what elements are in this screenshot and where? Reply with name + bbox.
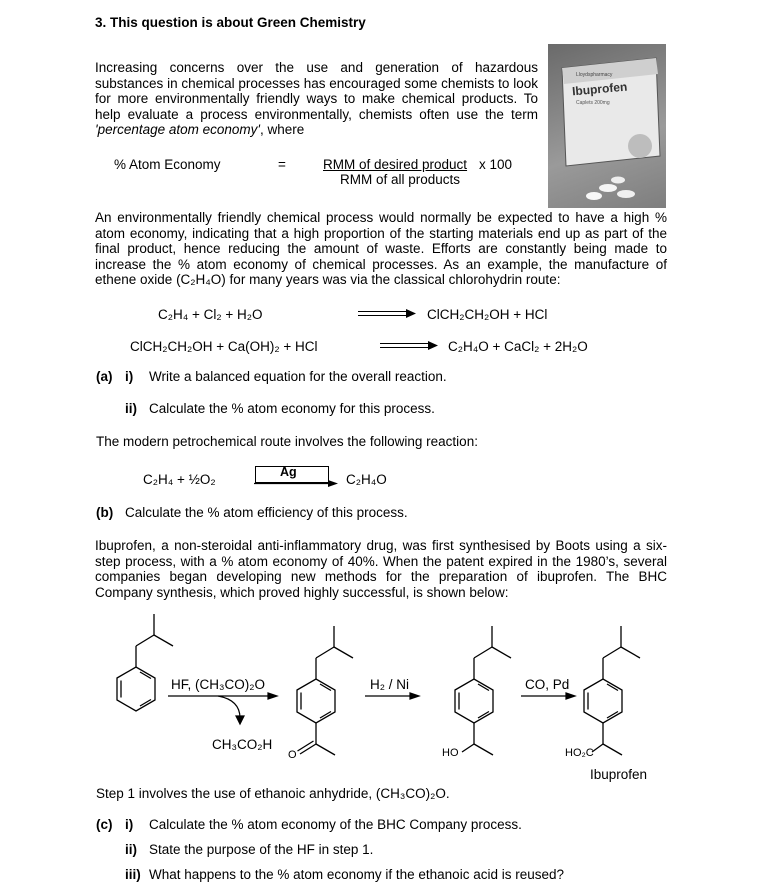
reaction3-arrow xyxy=(254,480,338,490)
reaction2-products: C₂H₄O + CaCl₂ + 2H₂O xyxy=(448,339,588,354)
reaction3-reactants: C₂H₄ + ½O₂ xyxy=(143,472,216,487)
question-a-i-label: i) xyxy=(125,369,134,384)
intro-end: , where xyxy=(260,122,305,137)
question-c-i-text: Calculate the % atom economy of the BHC Company process. xyxy=(149,817,522,832)
formula-lhs: % Atom Economy xyxy=(114,157,221,172)
acid-group-label: HO₂C xyxy=(565,747,594,759)
synthesis-scheme xyxy=(0,600,757,790)
formula-equals: = xyxy=(278,157,286,172)
question-c-iii-label: iii) xyxy=(125,867,141,882)
ibuprofen-box-graphic xyxy=(548,44,666,208)
reaction1-products: ClCH₂CH₂OH + HCl xyxy=(427,307,548,322)
reaction3-product: C₂H₄O xyxy=(346,472,387,487)
question-a-ii-text: Calculate the % atom economy for this process. xyxy=(149,401,435,416)
question-a-ii-label: ii) xyxy=(125,401,137,416)
molecule-ibuprofen xyxy=(584,626,640,755)
product-name-label: Ibuprofen xyxy=(590,767,648,782)
paragraph-chlorohydrin: An environmentally friendly chemical process would normally be expected to have a high % atom economy, indicating that a high proportion of the starting materials end up as part of the final product, hence reducing the amount of waste. Efforts are constantly being made to increase the % atom economy of chemical processes. As an example, the manufacture of ethene oxide (C₂H₄O) for many years was via the classical chlorohydrin route: xyxy=(95,210,667,287)
alcohol-oh-label: HO xyxy=(442,747,459,759)
reaction-arrows xyxy=(168,693,575,724)
box-name: Ibuprofen xyxy=(571,79,628,99)
reagent-3-label: CO, Pd xyxy=(525,677,570,692)
question-b-text: Calculate the % atom efficiency of this process. xyxy=(125,505,408,520)
formula-times: x 100 xyxy=(479,157,513,172)
intro-paragraph xyxy=(95,60,538,138)
question-c-iii-text: What happens to the % atom economy if the ethanoic acid is reused? xyxy=(149,867,564,882)
question-c-i-label: i) xyxy=(125,817,134,832)
formula-denominator: RMM of all products xyxy=(340,172,461,187)
modern-route-text: The modern petrochemical route involves the following reaction: xyxy=(96,434,478,449)
question-c-ii-text: State the purpose of the HF in step 1. xyxy=(149,842,374,857)
question-c-label: (c) xyxy=(96,817,113,832)
question-c-ii-label: ii) xyxy=(125,842,137,857)
reaction2-reactants: ClCH₂CH₂OH + Ca(OH)₂ + HCl xyxy=(130,339,318,354)
reagent-1-label: HF, (CH₃CO)₂O xyxy=(171,677,265,692)
reaction1-reactants: C₂H₄ + Cl₂ + H₂O xyxy=(158,307,263,322)
ketone-oxygen-label: O xyxy=(288,749,297,761)
step1-text: Step 1 involves the use of ethanoic anhydride, (CH₃CO)₂O. xyxy=(96,786,450,801)
question-a-i-text: Write a balanced equation for the overall reaction. xyxy=(149,369,447,384)
molecule-isobutylbenzene xyxy=(117,614,173,711)
question-a-label: (a) xyxy=(96,369,113,384)
reagent-2-label: H₂ / Ni xyxy=(370,677,409,692)
intro-term: 'percentage atom economy' xyxy=(95,122,260,137)
paragraph-ibuprofen: Ibuprofen, a non-steroidal anti-inflammatory drug, was first synthesised by Boots using a six-step process, with a % atom economy of 40%. When the patent expired in the 1980’s, several companies began developing new methods for the preparation of ibuprofen. The BHC Company synthesis, which proved highly successful, is shown below: xyxy=(95,538,667,600)
question-title: 3. This question is about Green Chemistry xyxy=(95,15,366,30)
box-caption: Caplets 200mg xyxy=(576,100,610,106)
molecule-ketone xyxy=(297,626,353,755)
reaction1-arrow xyxy=(358,309,416,319)
byproduct-1-label: CH₃CO₂H xyxy=(212,737,273,752)
ibuprofen-box-photo xyxy=(548,44,666,208)
reaction2-arrow xyxy=(380,341,438,351)
formula-numerator: RMM of desired product xyxy=(323,157,468,172)
catalyst-label: Ag xyxy=(280,465,297,479)
question-b-label: (b) xyxy=(96,505,114,520)
molecule-alcohol xyxy=(455,626,511,755)
box-brand: Lloydspharmacy xyxy=(576,72,613,78)
intro-text: Increasing concerns over the use and generation of hazardous substances in chemical processes has encouraged some chemists to look for more environmentally friendly ways to make chemical products. To help evaluate a process environmentally, chemists often use the term xyxy=(95,60,538,122)
